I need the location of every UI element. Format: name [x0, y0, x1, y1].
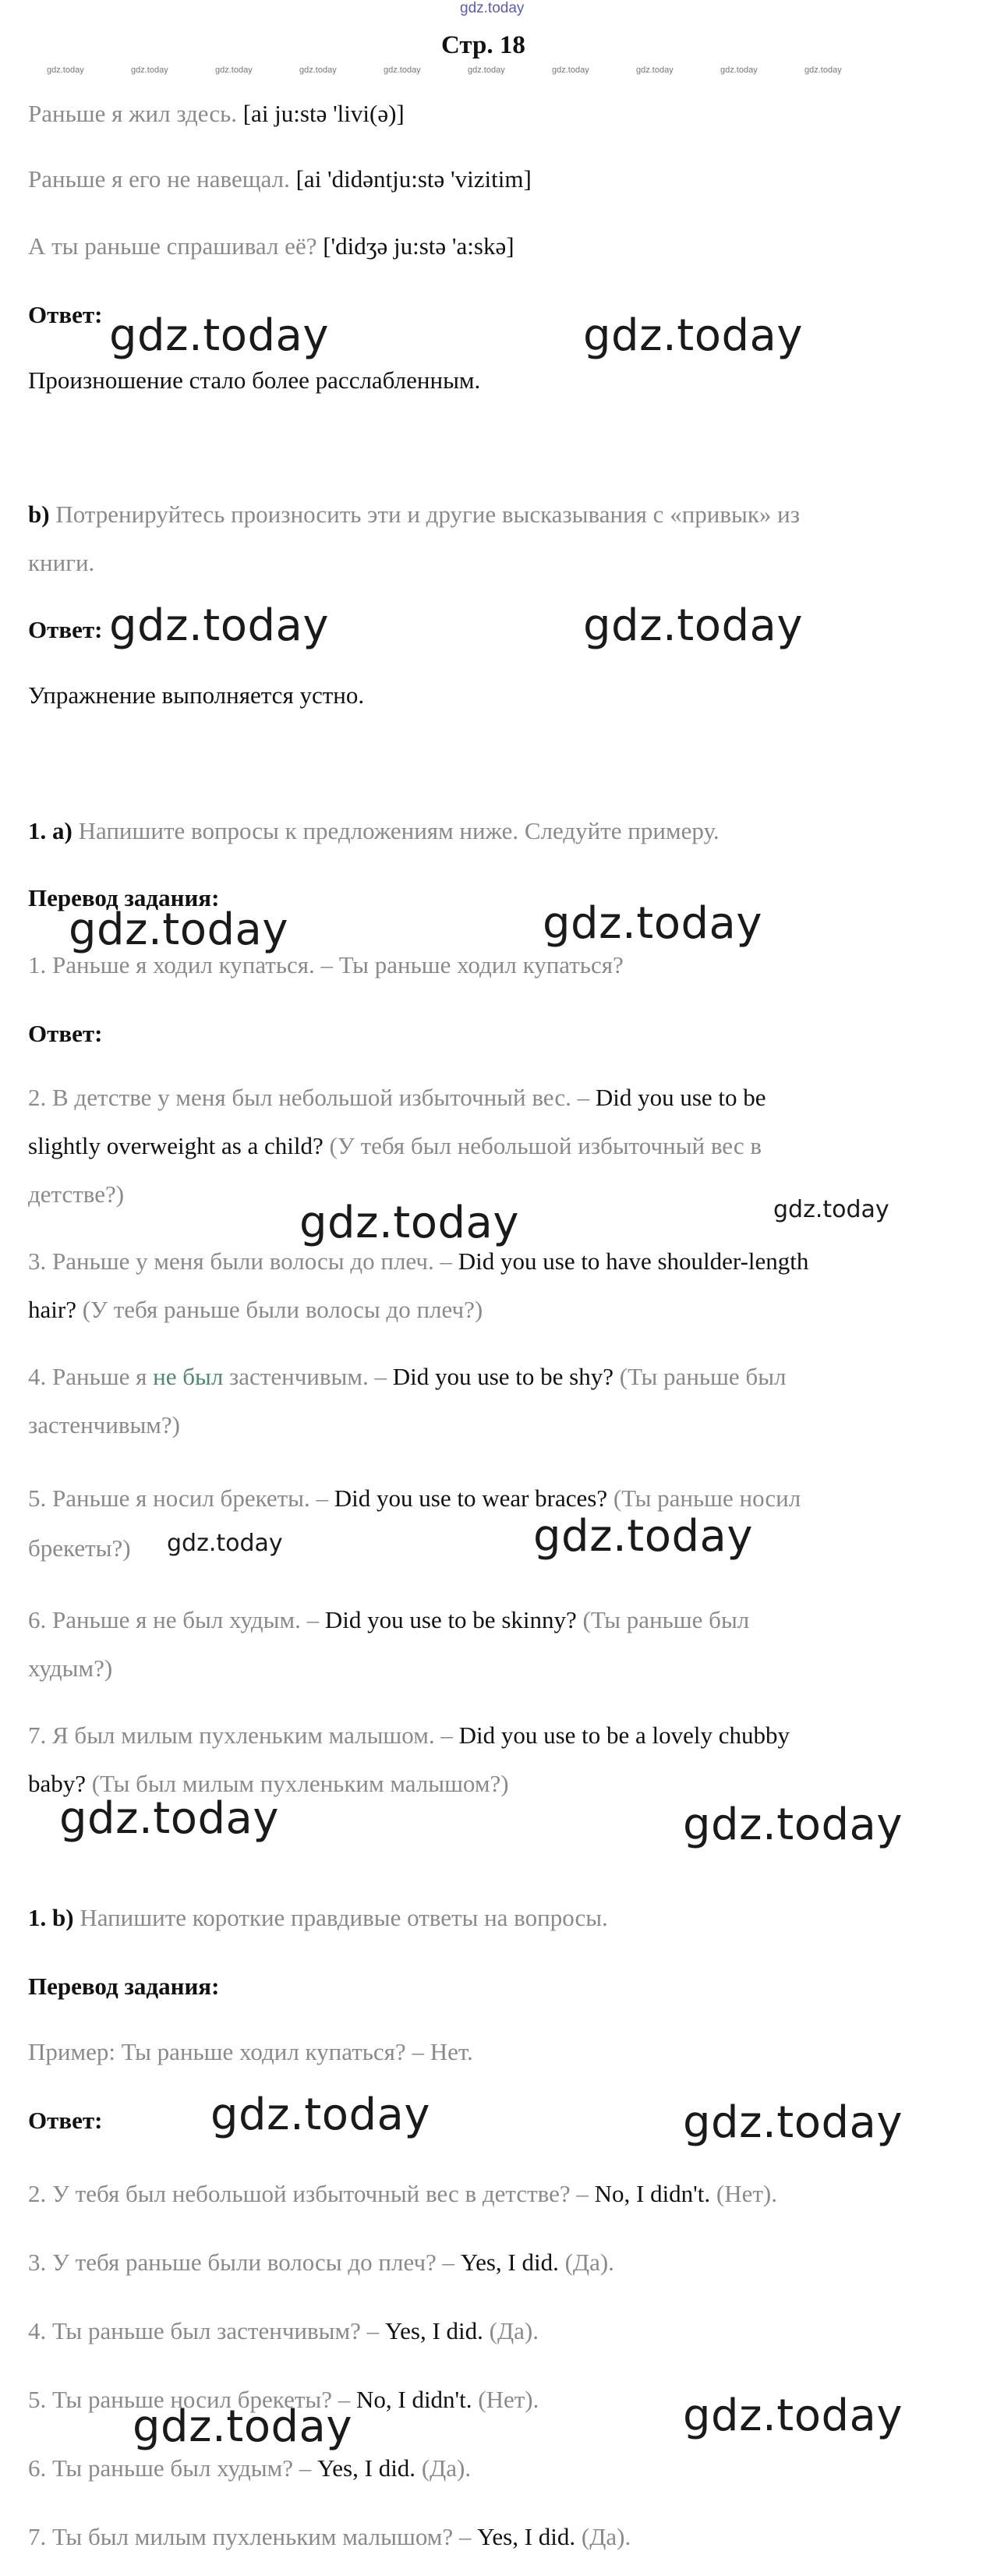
translation-label: Перевод задания: [28, 884, 220, 911]
watermark: gdz.today [683, 2097, 903, 2148]
task-1b-heading: 1. b) Напишите короткие правдивые ответы на вопросы. [28, 1904, 608, 1931]
task-b-line: книги. [28, 549, 95, 576]
list-item: 4. Ты раньше был застенчивым? – Yes, I did. (Да). [28, 2317, 539, 2344]
list-item: 5. Ты раньше носил брекеты? – No, I didn't. (Нет). [28, 2386, 539, 2413]
watermark: gdz.today [299, 1198, 520, 1248]
list-item: 7. Я был милым пухленьким малышом. – Did you use to be a lovely chubby [28, 1721, 790, 1749]
answer-text: Упражнение выполняется устно. [28, 681, 365, 709]
watermark: gdz.today [683, 2390, 903, 2441]
watermark: gdz.today [299, 65, 337, 75]
task-b-line: b) Потренируйтесь произносить эти и другие высказывания с «привык» из [28, 501, 800, 528]
watermark: gdz.today [384, 65, 421, 75]
watermark: gdz.today [683, 1799, 903, 1850]
list-item-cont: брекеты?) [28, 1534, 131, 1562]
watermark: gdz.today [804, 65, 842, 75]
answer-label: Ответ: [28, 1020, 103, 1047]
list-item: 2. У тебя был небольшой избыточный вес в детстве? – No, I didn't. (Нет). [28, 2180, 777, 2207]
list-item: 5. Раньше я носил брекеты. – Did you use to wear braces? (Ты раньше носил [28, 1484, 801, 1512]
list-item: 6. Ты раньше был худым? – Yes, I did. (Да). [28, 2454, 472, 2482]
intro-line: Раньше я жил здесь. [ai ju:stə 'livi(ə)] [28, 100, 405, 127]
list-item-cont: детстве?) [28, 1180, 125, 1208]
list-item: 6. Раньше я не был худым. – Did you use to be skinny? (Ты раньше был [28, 1606, 750, 1633]
page-title: Стр. 18 [441, 31, 525, 59]
watermark: gdz.today [167, 1530, 283, 1557]
watermark: gdz.today [109, 310, 330, 361]
list-item-cont: slightly overweight as a child? (У тебя был небольшой избыточный вес в [28, 1132, 762, 1159]
intro-line: А ты раньше спрашивал её? ['didʒə ju:stə 'a:skə] [28, 232, 514, 260]
watermark: gdz.today [215, 65, 253, 75]
watermark: gdz.today [69, 904, 289, 955]
watermark: gdz.today [131, 65, 168, 75]
list-item: 7. Ты был милым пухленьким малышом? – Yes, I did. (Да). [28, 2523, 631, 2550]
watermark: gdz.today [543, 898, 763, 949]
watermark: gdz.today [583, 310, 804, 361]
watermark: gdz.today [109, 600, 330, 651]
watermark: gdz.today [47, 65, 84, 75]
task-1a-heading: 1. a) Напишите вопросы к предложениям ниже. Следуйте примеру. [28, 817, 720, 844]
answer-label: Ответ: [28, 616, 103, 643]
watermark: gdz.today [773, 1196, 889, 1223]
watermark: gdz.today [59, 1793, 280, 1844]
list-item-cont: baby? (Ты был милым пухленьким малышом?) [28, 1770, 509, 1797]
list-item-cont: застенчивым?) [28, 1411, 181, 1438]
translation-label: Перевод задания: [28, 1973, 220, 2000]
example-line: Пример: Ты раньше ходил купаться? – Нет. [28, 2038, 473, 2065]
site-logo: gdz.today [460, 0, 525, 16]
watermark: gdz.today [210, 2089, 431, 2140]
intro-line: Раньше я его не навещал. [ai 'didəntju:stə 'vizitim] [28, 165, 532, 193]
list-item-cont: hair? (У тебя раньше были волосы до плеч?) [28, 1296, 483, 1323]
example-line: 1. Раньше я ходил купаться. – Ты раньше ходил купаться? [28, 951, 624, 978]
answer-text: Произношение стало более расслабленным. [28, 366, 481, 394]
list-item-cont: худым?) [28, 1654, 113, 1682]
list-item: 3. У тебя раньше были волосы до плеч? – Yes, I did. (Да). [28, 2249, 614, 2276]
watermark: gdz.today [583, 600, 804, 651]
watermark: gdz.today [720, 65, 758, 75]
watermark: gdz.today [533, 1511, 754, 1562]
watermark: gdz.today [468, 65, 505, 75]
list-item: 4. Раньше я не был застенчивым. – Did you use to be shy? (Ты раньше был [28, 1363, 787, 1390]
answer-label: Ответ: [28, 301, 103, 328]
watermark: gdz.today [636, 65, 674, 75]
list-item: 3. Раньше у меня были волосы до плеч. – Did you use to have shoulder-length [28, 1247, 809, 1275]
list-item: 2. В детстве у меня был небольшой избыточный вес. – Did you use to be [28, 1084, 766, 1111]
answer-label: Ответ: [28, 2107, 103, 2134]
watermark: gdz.today [133, 2401, 353, 2452]
watermark: gdz.today [552, 65, 589, 75]
